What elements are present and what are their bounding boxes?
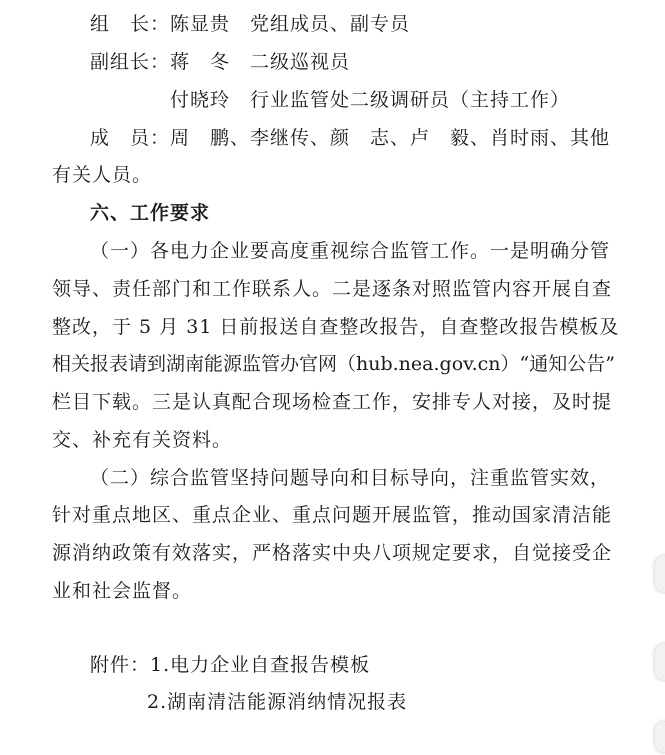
member-line-2 [52,163,152,187]
paragraph-1-line-6: 交、补充有关资料。 [52,429,233,451]
deputy-value-1: 蒋 冬 二级巡视员 [170,51,351,73]
attachment-line-1 [90,653,370,677]
side-scroll-handle-bottom[interactable] [655,722,665,752]
paragraph-2-line-2: 针对重点地区、重点企业、重点问题开展监管，推动国家清洁能 [52,504,613,526]
side-scroll-handle-top[interactable] [655,556,665,592]
attachment-item-2: 2.湖南清洁能源消纳情况报表 [147,691,408,713]
deputy-line-1 [90,50,350,74]
paragraph-1-line-5: 栏目下载。三是认真配合现场检查工作，安排专人对接，及时提 [52,391,613,413]
section-heading: 六、工作要求 [90,202,211,224]
leader-label: 组 长： [90,13,171,35]
paragraph-2-line-3: 源消纳政策有效落实，严格落实中央八项规定要求，自觉接受企 [52,542,613,564]
paragraph-1-line-1: （一）各电力企业要高度重视综合监管工作。一是明确分管 [90,240,611,262]
deputy-label: 副组长： [90,51,171,73]
paragraph-2-line-4: 业和社会监督。 [52,580,193,602]
deputy-line-2 [170,88,570,112]
side-scroll-handle-middle[interactable] [655,644,665,680]
attachment-label: 附件： [90,654,151,676]
paragraph-1-line-2: 领导、责任部门和工作联系人。二是逐条对照监管内容开展自查 [52,278,613,300]
paragraph-2-line-1: （二）综合监管坚持问题导向和目标导向，注重监管实效， [90,467,611,489]
attachment-item-1: 1.电力企业自查报告模板 [150,654,371,676]
leader-value: 陈显贵 党组成员、副专员 [170,13,411,35]
deputy-value-2: 付晓玲 行业监管处二级调研员（主持工作） [170,89,571,111]
member-label: 成 员： [90,127,171,149]
member-line-1 [90,126,610,150]
paragraph-1-line-4: 相关报表请到湖南能源监管办官网（hub.nea.gov.cn）“通知公告” [52,353,615,375]
member-value-2: 有关人员。 [52,164,153,186]
paragraph-1-line-3: 整改，于 5 月 31 日前报送自查整改报告，自查整改报告模板及 [52,316,620,338]
leader-line [90,12,410,36]
member-value-1: 周 鹏、李继传、颜 志、卢 毅、肖时雨、其他 [170,127,611,149]
